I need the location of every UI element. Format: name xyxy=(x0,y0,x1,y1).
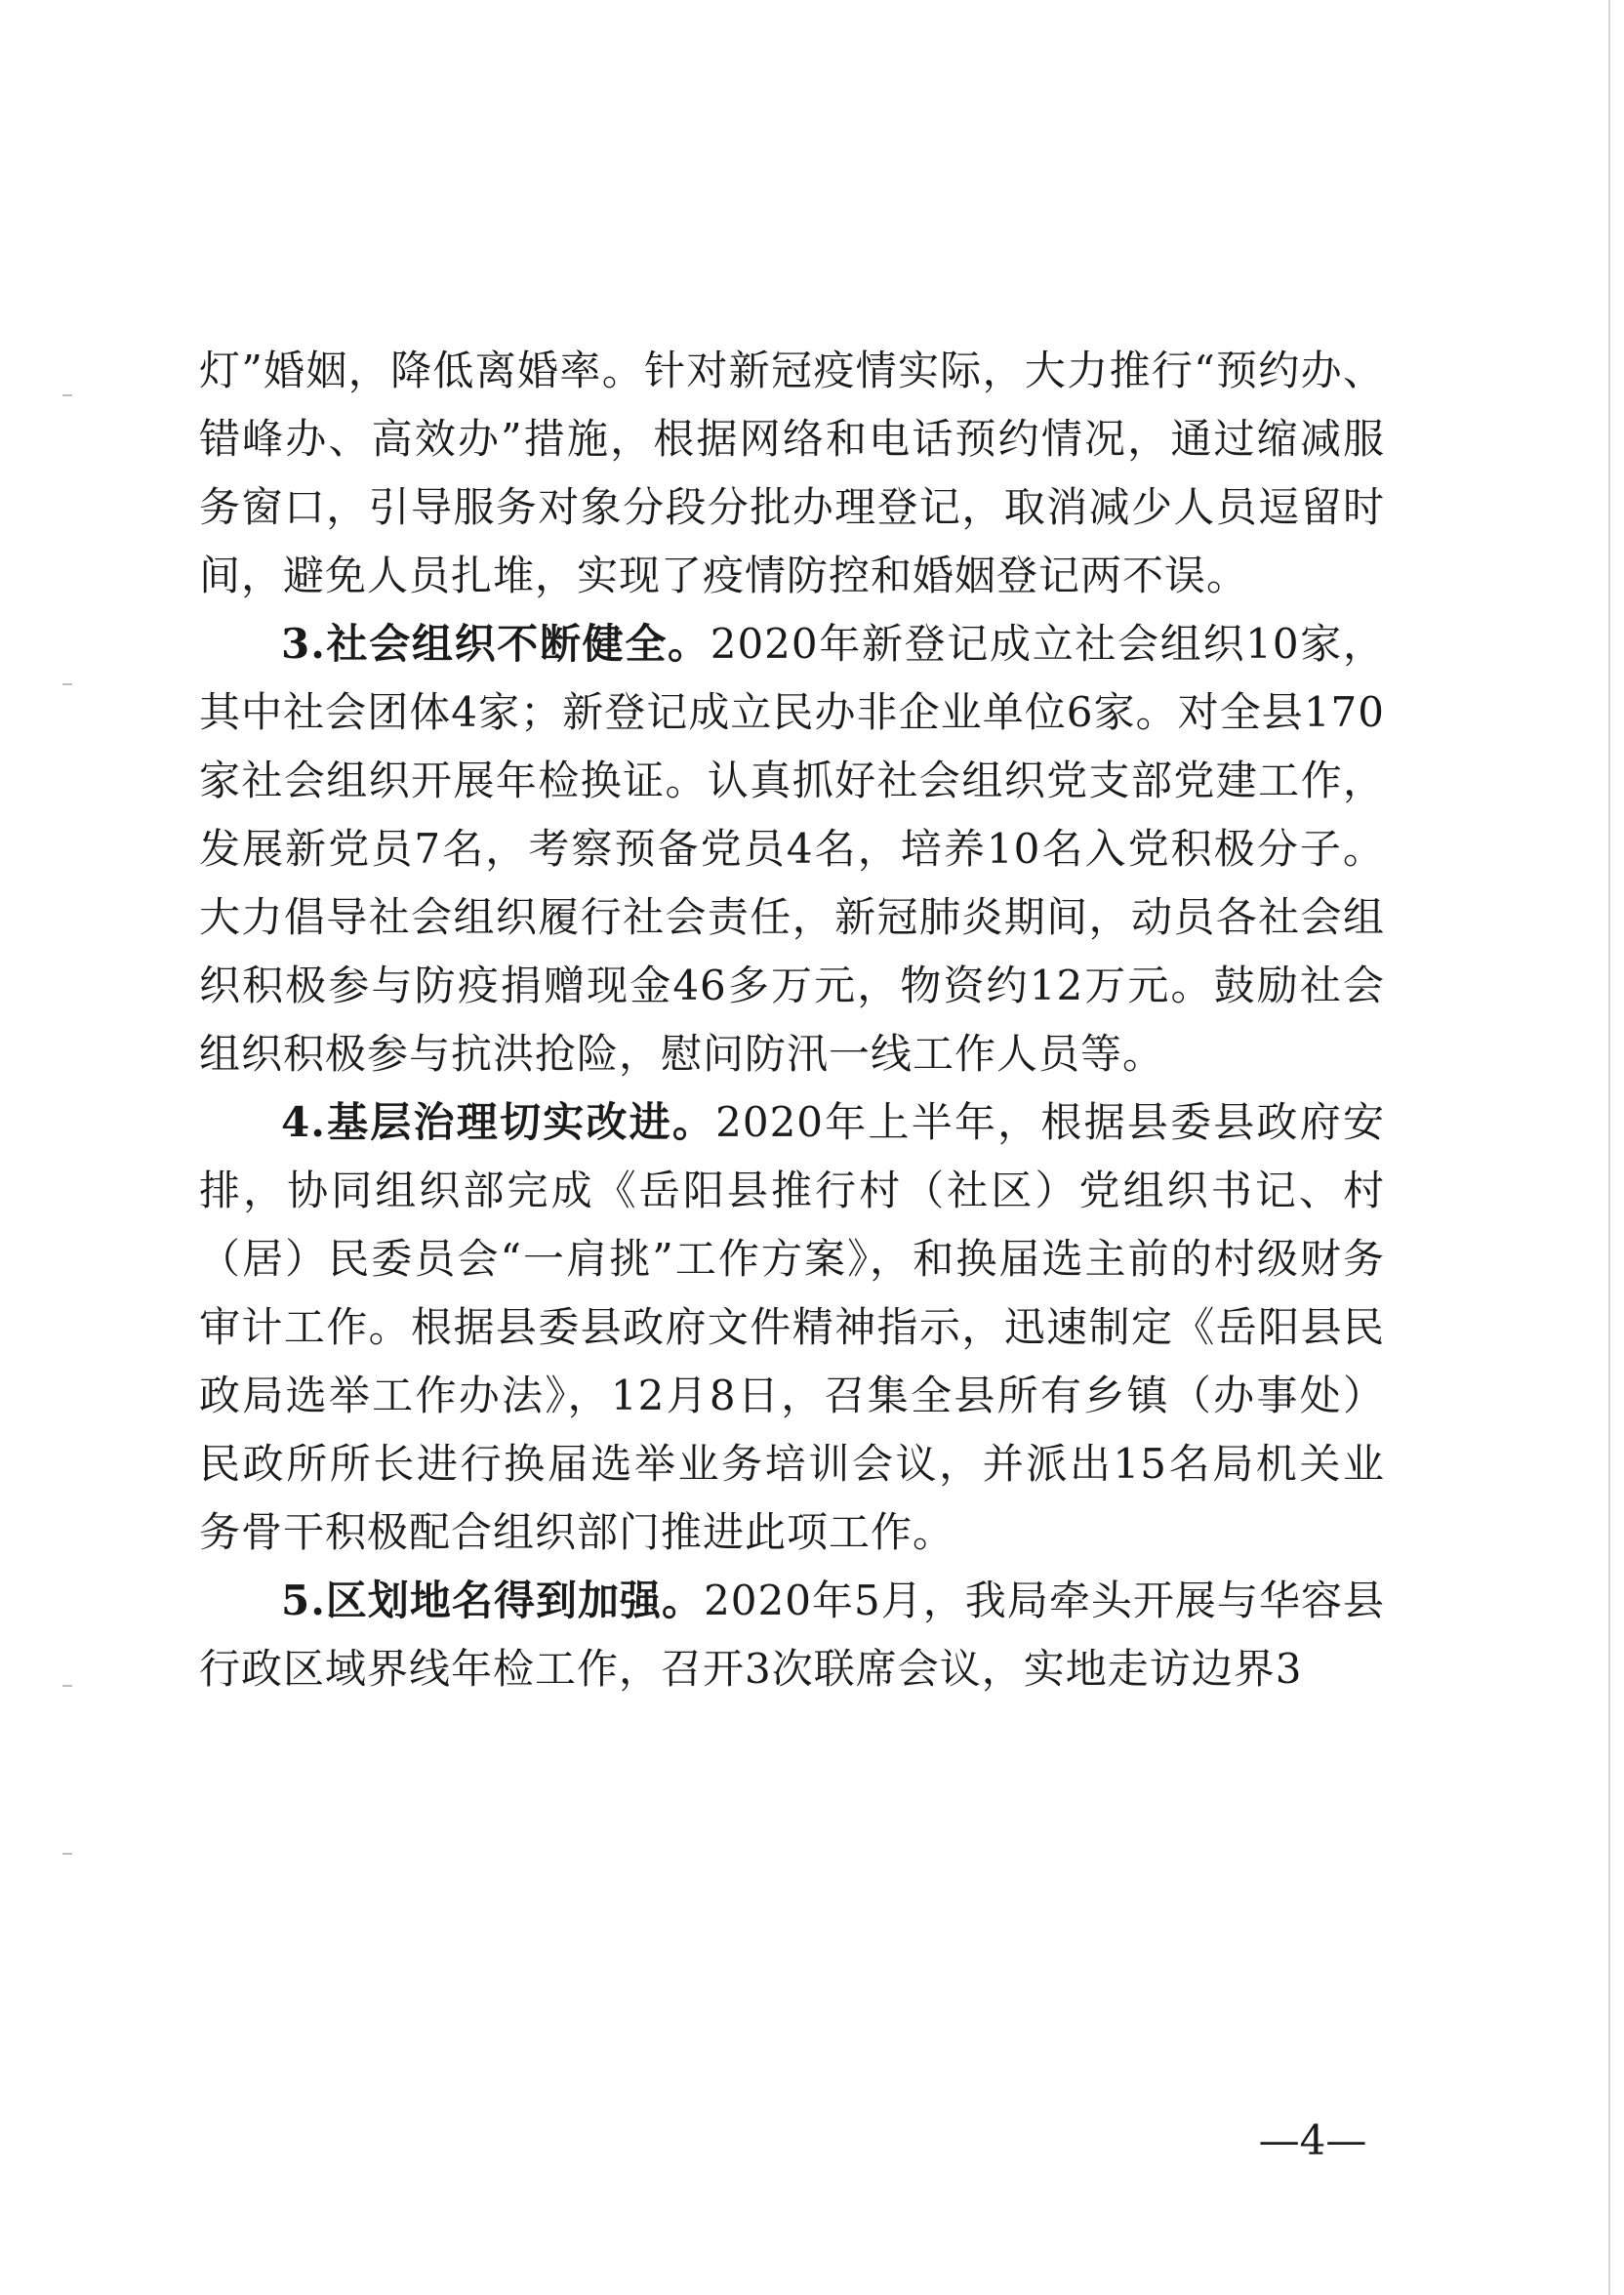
document-body xyxy=(199,337,1385,1703)
paragraph-place-names xyxy=(199,1567,1385,1703)
paragraph-grassroots-governance xyxy=(199,1088,1385,1567)
binding-mark xyxy=(62,1685,72,1687)
paragraph-text: 2020年5月，我局牵头开展与华容县行政区域界线年检工作，召开3次联席会议，实地走访边界3 xyxy=(199,1577,1385,1693)
page-edge-shadow xyxy=(1608,0,1610,2295)
binding-mark xyxy=(62,394,72,396)
paragraph-marriage-registration xyxy=(199,337,1385,610)
paragraph-text: 2020年上半年，根据县委县政府安排，协同组织部完成《岳阳县推行村（社区）党组织书记、村（居）民委员会“一肩挑”工作方案》，和换届选主前的村级财务审计工作。根据县委县政府文件精神指示，迅速制定《岳阳县民政局选举工作办法》，12月8日，召集全县所有乡镇（办事处）民政所所长进行换届选举业务培训会议，并派出15名局机关业务骨干积极配合组织部门推进此项工作。 xyxy=(199,1098,1385,1556)
paragraph-social-organizations xyxy=(199,610,1385,1088)
paragraph-text: 灯”婚姻，降低离婚率。针对新冠疫情实际，大力推行“预约办、错峰办、高效办”措施，根据网络和电话预约情况，通过缩减服务窗口，引导服务对象分段分批办理登记，取消减少人员逗留时间，避免人员扎堆，实现了疫情防控和婚姻登记两不误。 xyxy=(199,347,1385,599)
binding-mark xyxy=(62,683,72,685)
page-number: —4— xyxy=(1258,2116,1367,2164)
paragraph-heading: 3.社会组织不断健全。 xyxy=(281,620,710,668)
paragraph-heading: 5.区划地名得到加强。 xyxy=(281,1577,705,1624)
paragraph-text: 2020年新登记成立社会组织10家，其中社会团体4家；新登记成立民办非企业单位6家。对全县170家社会组织开展年检换证。认真抓好社会组织党支部党建工作，发展新党员7名，考察预备党员4名，培养10名入党积极分子。大力倡导社会组织履行社会责任，新冠肺炎期间，动员各社会组织积极参与防疫捐赠现金46多万元，物资约12万元。鼓励社会组织积极参与抗洪抢险，慰问防汛一线工作人员等。 xyxy=(199,620,1385,1078)
paragraph-heading: 4.基层治理切实改进。 xyxy=(281,1098,716,1146)
binding-mark xyxy=(62,1853,72,1855)
